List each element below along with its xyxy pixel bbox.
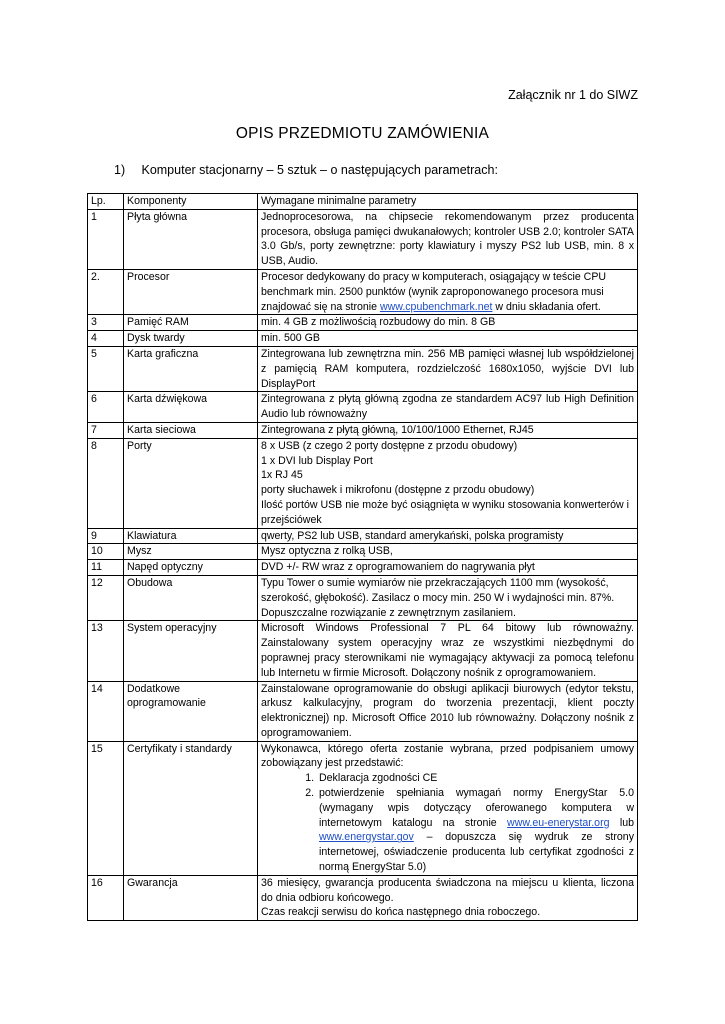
table-row bbox=[88, 741, 638, 875]
row-params bbox=[258, 741, 638, 875]
attachment-label: Załącznik nr 1 do SIWZ bbox=[508, 88, 638, 102]
row-lp: 9 bbox=[88, 528, 124, 544]
row-params: Typu Tower o sumie wymiarów nie przekraczających 1100 mm (wysokość, szerokość, głębokość). Zasilacz o mocy min. 250 W i wydajności min. 87%. Dopuszczalne rozwiązanie z zewnętrznym zasilaniem. bbox=[258, 575, 638, 620]
cpubenchmark-link[interactable]: www.cpubenchmark.net bbox=[379, 300, 493, 313]
ports-line: porty słuchawek i mikrofonu (dostępne z przodu obudowy) bbox=[261, 484, 535, 497]
row-component: Klawiatura bbox=[124, 528, 258, 544]
table-row bbox=[88, 575, 638, 620]
row-component: Dodatkowe oprogramowanie bbox=[124, 681, 258, 741]
row-lp: 15 bbox=[88, 741, 124, 875]
row-lp: 4 bbox=[88, 331, 124, 347]
page-title: OPIS PRZEDMIOTU ZAMÓWIENIA bbox=[235, 125, 490, 142]
cert-item-text: – dopuszcza się wydruk ze strony internetowej, oświadczenie producenta lub certyfikat zgodności z normą EnergyStar 5.0) bbox=[319, 831, 634, 874]
row-component: Porty bbox=[124, 438, 258, 528]
header-params: Wymagane minimalne parametry bbox=[258, 194, 638, 210]
row-lp: 10 bbox=[88, 544, 124, 560]
ports-line: 8 x USB (z czego 2 porty dostępne z przodu obudowy) bbox=[261, 439, 518, 452]
row-lp: 2. bbox=[88, 269, 124, 314]
list-item bbox=[317, 771, 634, 786]
certs-list bbox=[261, 771, 634, 875]
intro-number: 1) bbox=[114, 163, 126, 177]
row-params: DVD +/- RW wraz z oprogramowaniem do nagrywania płyt bbox=[258, 560, 638, 576]
row-params bbox=[258, 269, 638, 314]
row-params bbox=[258, 438, 638, 528]
row-params: Zintegrowana lub zewnętrzna min. 256 MB pamięci własnej lub współdzielonej z pamięcią RAM komputera, rozdzielczość 1680x1050, wyjście DVI lub DisplayPort bbox=[258, 346, 638, 391]
table-row bbox=[88, 438, 638, 528]
row-params: min. 500 GB bbox=[258, 331, 638, 347]
row-lp: 16 bbox=[88, 875, 124, 920]
row-lp: 3 bbox=[88, 315, 124, 331]
row-component: Procesor bbox=[124, 269, 258, 314]
table-row bbox=[88, 681, 638, 741]
warranty-text: 36 miesięcy, gwarancja producenta świadczona na miejscu u klienta, liczona do dnia odbioru końcowego. bbox=[261, 876, 634, 904]
intro-line bbox=[114, 162, 498, 178]
certs-intro: Wykonawca, którego oferta zostanie wybrana, przed podpisaniem umowy zobowiązany jest przedstawić: bbox=[261, 742, 634, 770]
ports-line: 1x RJ 45 bbox=[261, 469, 303, 482]
cert-item-text: Deklaracja zgodności CE bbox=[319, 772, 438, 785]
row-params: min. 4 GB z możliwością rozbudowy do min. 8 GB bbox=[258, 315, 638, 331]
energystar-gov-link[interactable]: www.energystar.gov bbox=[319, 831, 414, 844]
row-lp: 13 bbox=[88, 621, 124, 681]
header-lp: Lp. bbox=[88, 194, 124, 210]
intro-text: Komputer stacjonarny – 5 sztuk – o następujących parametrach: bbox=[141, 163, 498, 177]
row-component: Mysz bbox=[124, 544, 258, 560]
table-row bbox=[88, 346, 638, 391]
row-component: Obudowa bbox=[124, 575, 258, 620]
row-params: Zintegrowana z płytą główną, 10/100/1000 Ethernet, RJ45 bbox=[258, 422, 638, 438]
table-row bbox=[88, 209, 638, 269]
list-item bbox=[317, 786, 634, 875]
row-component: Dysk twardy bbox=[124, 331, 258, 347]
row-component: Gwarancja bbox=[124, 875, 258, 920]
row-params: Zainstalowane oprogramowanie do obsługi aplikacji biurowych (edytor tekstu, arkusz kalkulacyjny, program do tworzenia prezentacji, klient poczty elektronicznej) np. Microsoft Office 2010 lub równoważny. Dołączony nośnik z oprogramowaniem. bbox=[258, 681, 638, 741]
row-params bbox=[258, 875, 638, 920]
row-lp: 11 bbox=[88, 560, 124, 576]
row-params: Jednoprocesorowa, na chipsecie rekomendowanym przez producenta procesora, obsługa pamięci dwukanałowych; kontroler USB 2.0; kontroler SATA 3.0 Gb/s, porty zewnętrzne: porty klawiatury i myszy PS2 lub USB, min. 8 x USB, Audio. bbox=[258, 209, 638, 269]
row-params: qwerty, PS2 lub USB, standard amerykański, polska programisty bbox=[258, 528, 638, 544]
row-component: Karta dźwiękowa bbox=[124, 392, 258, 423]
row-component: System operacyjny bbox=[124, 621, 258, 681]
row-lp: 14 bbox=[88, 681, 124, 741]
table-row bbox=[88, 392, 638, 423]
row-lp: 12 bbox=[88, 575, 124, 620]
row-params: Zintegrowana z płytą główną zgodna ze standardem AC97 lub High Definition Audio lub równoważny bbox=[258, 392, 638, 423]
table-row bbox=[88, 422, 638, 438]
table-row bbox=[88, 544, 638, 560]
params-text: w dniu składania ofert. bbox=[492, 300, 601, 313]
row-lp: 5 bbox=[88, 346, 124, 391]
cert-item-text: lub bbox=[609, 816, 634, 829]
row-lp: 8 bbox=[88, 438, 124, 528]
table-row bbox=[88, 331, 638, 347]
spec-table bbox=[87, 193, 638, 921]
row-params: Microsoft Windows Professional 7 PL 64 bitowy lub równoważny. Zainstalowany system operacyjny wraz ze wszystkimi niezbędnymi do poprawnej pracy sterownikami nie wymagający aktywacji za pomocą telefonu lub Internetu w firmie Microsoft. Dołączony nośnik z oprogramowaniem. bbox=[258, 621, 638, 681]
row-lp: 1 bbox=[88, 209, 124, 269]
row-lp: 7 bbox=[88, 422, 124, 438]
table-row bbox=[88, 315, 638, 331]
table-row bbox=[88, 560, 638, 576]
row-lp: 6 bbox=[88, 392, 124, 423]
params-text: Procesor dedykowany do pracy w komputerach, osiągający w teście CPU benchmark min. 2500 punktów (wynik zaproponowanego procesora musi znajdować się na stronie bbox=[261, 270, 607, 313]
table-row bbox=[88, 875, 638, 920]
ports-line: 1 x DVI lub Display Port bbox=[261, 454, 373, 467]
cert-item-text: potwierdzenie spełniania wymagań normy EnergyStar 5.0 (wymagany wpis dotyczący oferowanego komputera w internetowym katalogu na stronie bbox=[319, 787, 634, 829]
eu-energystar-link[interactable]: www.eu-enerystar.org bbox=[507, 816, 610, 829]
table-row bbox=[88, 621, 638, 681]
row-component: Pamięć RAM bbox=[124, 315, 258, 331]
table-header-row bbox=[88, 194, 638, 210]
row-params: Mysz optyczna z rolką USB, bbox=[258, 544, 638, 560]
row-component: Napęd optyczny bbox=[124, 560, 258, 576]
header-component: Komponenty bbox=[124, 194, 258, 210]
row-component: Certyfikaty i standardy bbox=[124, 741, 258, 875]
row-component: Płyta główna bbox=[124, 209, 258, 269]
table-row bbox=[88, 528, 638, 544]
service-text: Czas reakcji serwisu do końca następnego dnia roboczego. bbox=[261, 906, 541, 919]
table-row bbox=[88, 269, 638, 314]
row-component: Karta sieciowa bbox=[124, 422, 258, 438]
ports-line: Ilość portów USB nie może być osiągnięta w wyniku stosowania konwerterów i przejściówek bbox=[261, 498, 630, 526]
row-component: Karta graficzna bbox=[124, 346, 258, 391]
